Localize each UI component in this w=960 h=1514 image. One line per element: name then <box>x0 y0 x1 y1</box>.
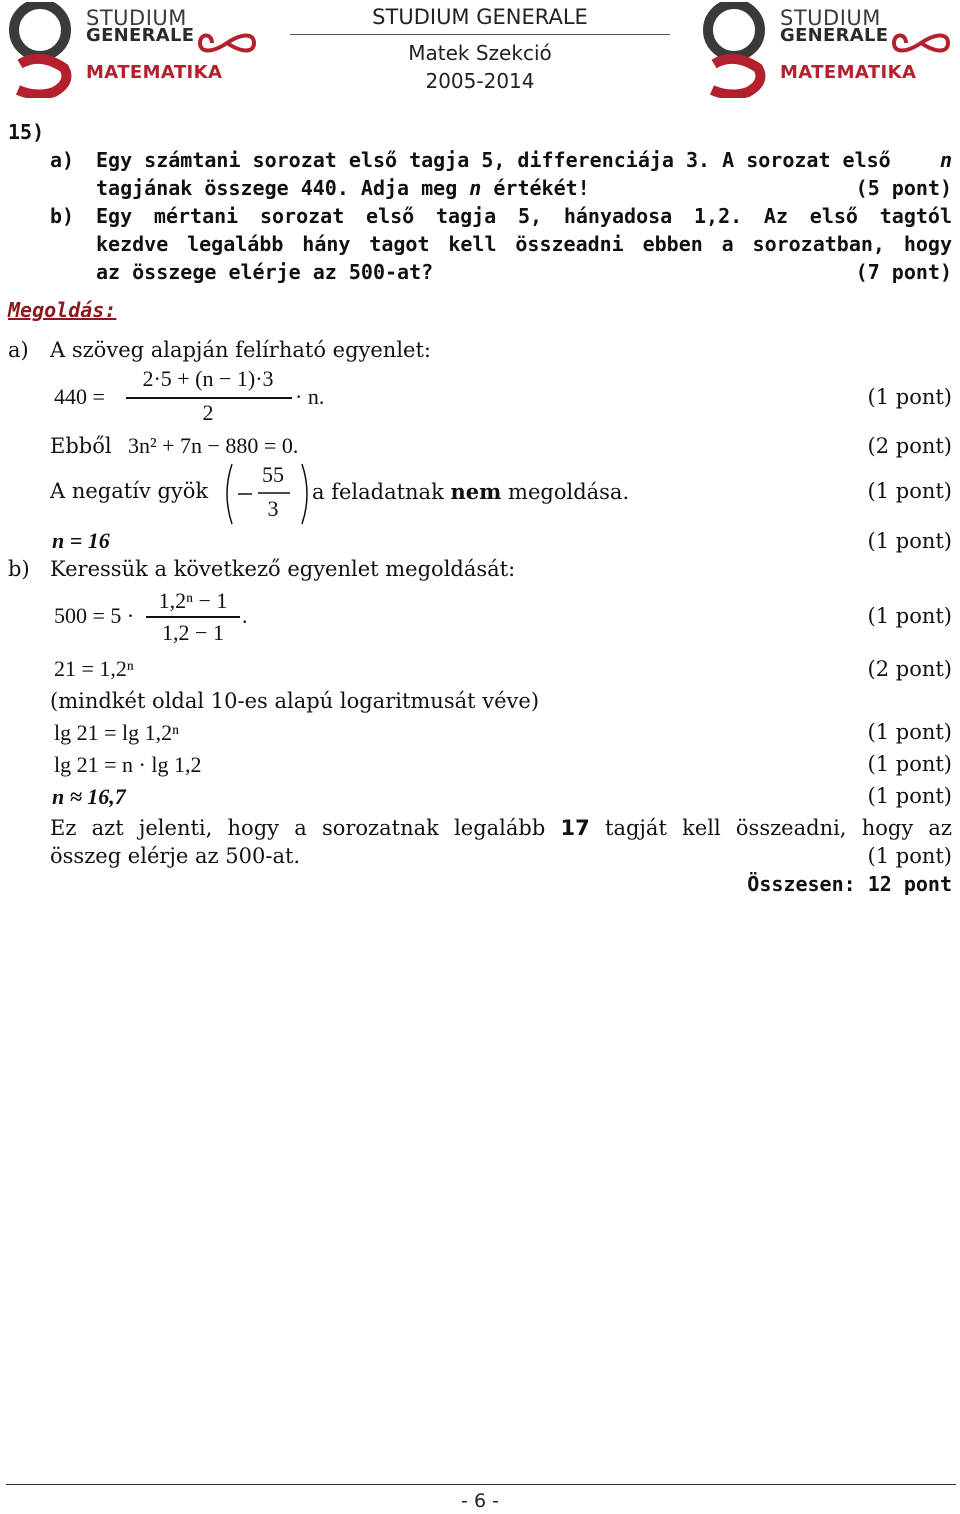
eq6: lg 21 = n · lg 1,2 <box>54 752 202 777</box>
solution-heading: Megoldás: <box>8 298 117 322</box>
eq3-fraction-bar <box>146 616 240 618</box>
eq7: n ≈ 16,7 <box>52 784 126 809</box>
neg-root-denominator: 3 <box>267 496 279 521</box>
conclusion-pre: Ez azt jelenti, hogy a sorozatnak legalább <box>50 816 546 840</box>
neg-root-pre: A negatív gyök <box>50 479 209 503</box>
eq4-points: (2 pont) <box>867 657 952 681</box>
result-n16: n = 16 <box>52 528 110 553</box>
problem-b-label: b) <box>50 204 75 228</box>
problem-number: 15) <box>8 120 45 144</box>
eq3-period: . <box>242 603 248 628</box>
problem-a-line1 <box>96 148 952 172</box>
problem-a-label: a) <box>50 148 75 172</box>
problem-b-line2: kezdve legalább hány tagot kell összeadni ebben a sorozatban, hogy <box>96 232 952 256</box>
conclusion-line2: összeg elérje az 500-at. <box>50 844 301 868</box>
logo-matematika: MATEMATIKA <box>780 62 917 83</box>
neg-root-points: (1 pont) <box>867 479 952 503</box>
header-rule <box>290 34 670 35</box>
logo-generale: GENERALE <box>780 25 889 46</box>
header-years: 2005-2014 <box>425 69 535 93</box>
problem-a-n: n <box>939 148 952 172</box>
eq2-points: (2 pont) <box>867 434 952 458</box>
footer-rule <box>6 1484 956 1485</box>
total-points: Összesen: 12 pont <box>747 872 952 896</box>
problem-a-line2-pre: tagjának összege 440. Adja meg <box>96 176 458 200</box>
solution-b-label: b) <box>8 557 30 581</box>
problem-a-line1-text: Egy számtani sorozat első tagja 5, differenciája 3. A sorozat első <box>96 148 891 172</box>
eq1-numerator: 2·5 + (n − 1)·3 <box>142 366 274 391</box>
solution-a-intro: A szöveg alapján felírható egyenlet: <box>50 338 431 362</box>
neg-root-post-bold: nem <box>450 479 502 504</box>
log-note: (mindkét oldal 10-es alapú logaritmusát véve) <box>50 689 540 713</box>
eq1-tail: · n. <box>295 384 325 409</box>
conclusion-points: (1 pont) <box>867 844 952 868</box>
logo-matematika: MATEMATIKA <box>86 62 223 83</box>
logo-left <box>0 2 260 98</box>
eq3-denominator: 1,2 − 1 <box>162 620 224 645</box>
header-center <box>290 4 670 95</box>
logo-generale: GENERALE <box>86 25 195 46</box>
eq3-numerator: 1,2ⁿ − 1 <box>158 588 228 613</box>
problem-a-points: (5 pont) <box>855 176 952 200</box>
eq1-denominator: 2 <box>202 400 214 425</box>
eq1-fraction-bar <box>126 397 292 399</box>
neg-root-post-2: megoldása. <box>508 480 630 504</box>
solution-a-label: a) <box>8 338 29 362</box>
conclusion-post: tagját kell összeadni, hogy az <box>605 816 952 840</box>
logo-right <box>694 2 954 98</box>
eq1-points: (1 pont) <box>867 385 952 409</box>
logo-studium: STUDIUM <box>86 6 187 30</box>
eq7-points: (1 pont) <box>867 784 952 808</box>
problem-a-line2 <box>96 176 590 200</box>
neg-root-post <box>312 479 629 504</box>
problem-b-line3: az összege elérje az 500-at? <box>96 260 434 284</box>
eq5-points: (1 pont) <box>867 720 952 744</box>
eq3-lhs: 500 = 5 · <box>54 603 135 628</box>
logo-g-icon <box>700 2 770 98</box>
header-subtitle: Matek Szekció <box>408 41 552 65</box>
page-number: - 6 - <box>461 1490 499 1512</box>
solution-b-intro: Keressük a következő egyenlet megoldását: <box>50 557 516 581</box>
neg-root-numerator: 55 <box>262 462 284 487</box>
eq2-text: Ebből <box>50 434 112 458</box>
problem-b-line1: Egy mértani sorozat első tagja 5, hányadosa 1,2. Az első tagtól <box>96 204 952 228</box>
logo-g-icon <box>6 2 76 98</box>
eq3-points: (1 pont) <box>867 604 952 628</box>
neg-root-post-1: a feladatnak <box>312 480 444 504</box>
result-n16-points: (1 pont) <box>867 529 952 553</box>
logo-studium: STUDIUM <box>780 6 881 30</box>
infinity-icon <box>890 28 952 58</box>
conclusion-line1 <box>50 816 952 840</box>
eq2-math: 3n² + 7n − 880 = 0. <box>128 433 299 458</box>
problem-a-line2-post: értékét! <box>493 176 590 200</box>
problem-b-points: (7 pont) <box>855 260 952 284</box>
eq5: lg 21 = lg 1,2ⁿ <box>54 720 180 745</box>
eq6-points: (1 pont) <box>867 752 952 776</box>
conclusion-bold: 17 <box>560 816 590 840</box>
header-title: STUDIUM GENERALE <box>372 5 588 29</box>
eq1-lhs: 440 = <box>54 384 105 409</box>
infinity-icon <box>196 28 258 58</box>
eq4: 21 = 1,2ⁿ <box>54 656 134 681</box>
problem-a-line2-n: n <box>469 176 482 200</box>
